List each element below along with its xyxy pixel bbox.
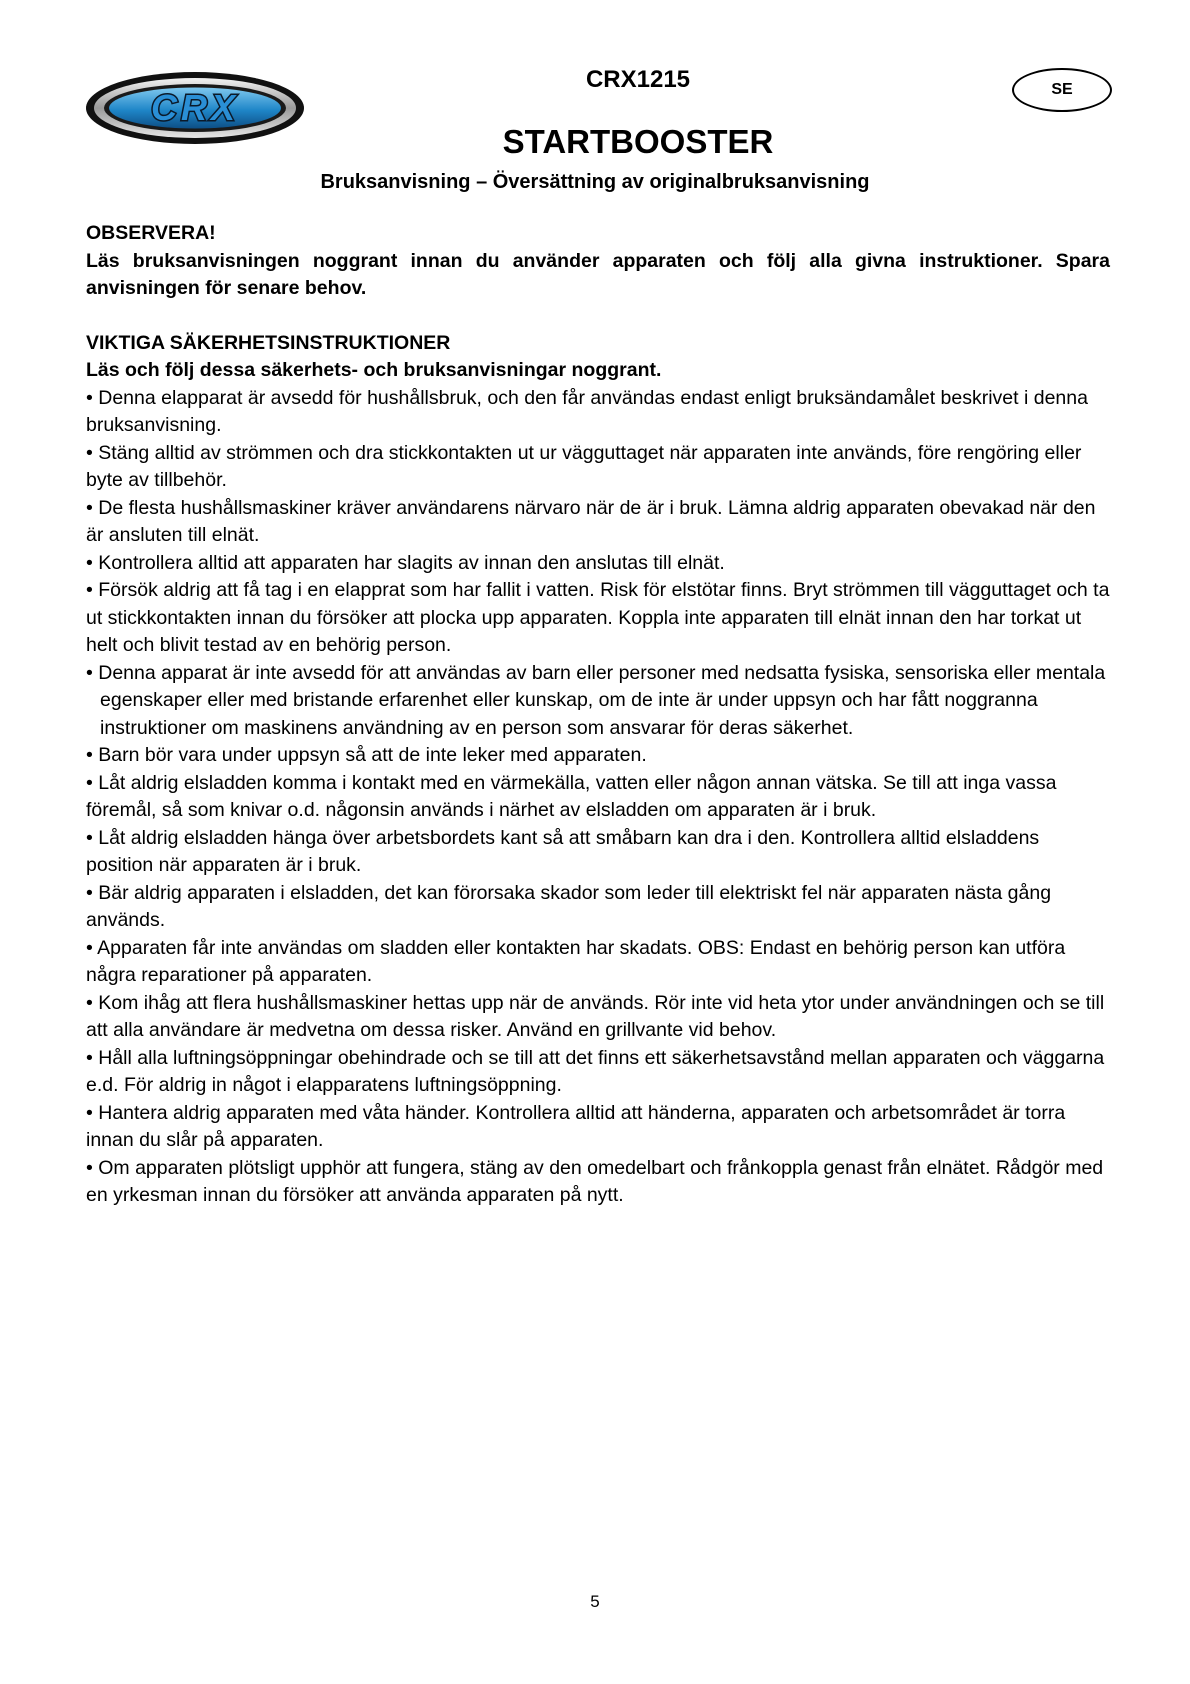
list-item: • Bär aldrig apparaten i elsladden, det kan förorsaka skador som leder till elektriskt fel när apparaten nästa gång används.	[86, 881, 1052, 931]
notice-heading: OBSERVERA!	[86, 222, 216, 244]
list-item: • Stäng alltid av strömmen och dra stickkontakten ut ur vägguttaget när apparaten inte används, före rengöring eller byte av tillbehör.	[86, 441, 1082, 491]
page-number: 5	[590, 1592, 600, 1611]
document-subtitle: Bruksanvisning – Översättning av originalbruksanvisning	[320, 171, 870, 193]
list-item: • Låt aldrig elsladden komma i kontakt med en värmekälla, vatten eller någon annan vätska. Se till att inga vassa föremål, så som knivar o.d. någonsin används i närhet av elsladden om apparaten är i bruk.	[86, 771, 1057, 821]
manual-body	[86, 220, 1110, 1210]
list-item: • Apparaten får inte användas om sladden eller kontakten har skadats. OBS: Endast en behörig person kan utföra några reparationer på apparaten.	[86, 936, 1066, 986]
list-item: • Denna elapparat är avsedd för hushållsbruk, och den får användas endast enligt bruksändamålet beskrivet i denna bruksanvisning.	[86, 386, 1088, 436]
notice-text: Läs bruksanvisningen noggrant innan du använder apparaten och följ alla givna instruktioner. Spara anvisningen för senare behov.	[86, 249, 1110, 299]
list-item: • Håll alla luftningsöppningar obehindrade och se till att det finns ett säkerhetsavstånd mellan apparaten och väggarna e.d. För aldrig in något i elapparatens luftningsöppning.	[86, 1046, 1105, 1096]
document-title: STARTBOOSTER	[502, 123, 774, 160]
list-item: • Denna apparat är inte avsedd för att användas av barn eller personer med nedsatta fysiska, sensoriska eller mentala egenskaper eller med bristande erfarenhet eller kunskap, om de inte är under uppsyn och har fått noggranna instruktioner om maskinens användning av en person som ansvarar för deras säkerhet.	[86, 661, 1106, 739]
list-item: • Kontrollera alltid att apparaten har slagits av innan den anslutas till elnät.	[86, 551, 725, 574]
list-item: • Hantera aldrig apparaten med våta händer. Kontrollera alltid att händerna, apparaten och arbetsområdet är torra innan du slår på apparaten.	[86, 1101, 1066, 1151]
list-item: • Kom ihåg att flera hushållsmaskiner hettas upp när de används. Rör inte vid heta ytor under användningen och se till att alla användare är medvetna om dessa risker. Använd en grillvante vid behov.	[86, 991, 1105, 1041]
logo-text: CRX	[150, 87, 240, 128]
safety-list	[86, 385, 1110, 1210]
list-item: • Låt aldrig elsladden hänga över arbetsbordets kant så att småbarn kan dra i den. Kontrollera alltid elsladdens position när apparaten är i bruk.	[86, 826, 1040, 876]
list-item: • Barn bör vara under uppsyn så att de inte leker med apparaten.	[86, 744, 647, 766]
model-number: CRX1215	[585, 66, 691, 93]
list-item: • De flesta hushållsmaskiner kräver användarens närvaro när de är i bruk. Lämna aldrig apparaten obevakad när den är ansluten till elnät.	[86, 496, 1096, 546]
list-item: • Försök aldrig att få tag i en elapprat som har fallit i vatten. Risk för elstötar finns. Bryt strömmen till vägguttaget och ta ut stickkontakten innan du försöker att plocka upp apparaten. Koppla inte apparaten till elnät innan den har torkat ut helt och blivit testad av en behörig person.	[86, 579, 1110, 656]
list-item: • Om apparaten plötsligt upphör att fungera, stäng av den omedelbart och frånkoppla genast från elnätet. Rådgör med en yrkesman innan du försöker att använda apparaten på nytt.	[86, 1156, 1104, 1206]
section-spacer	[86, 303, 1110, 330]
safety-intro: Läs och följ dessa säkerhets- och bruksanvisningar noggrant.	[86, 359, 662, 381]
safety-heading: VIKTIGA SÄKERHETSINSTRUKTIONER	[86, 331, 451, 354]
language-badge: SE	[1012, 68, 1112, 112]
